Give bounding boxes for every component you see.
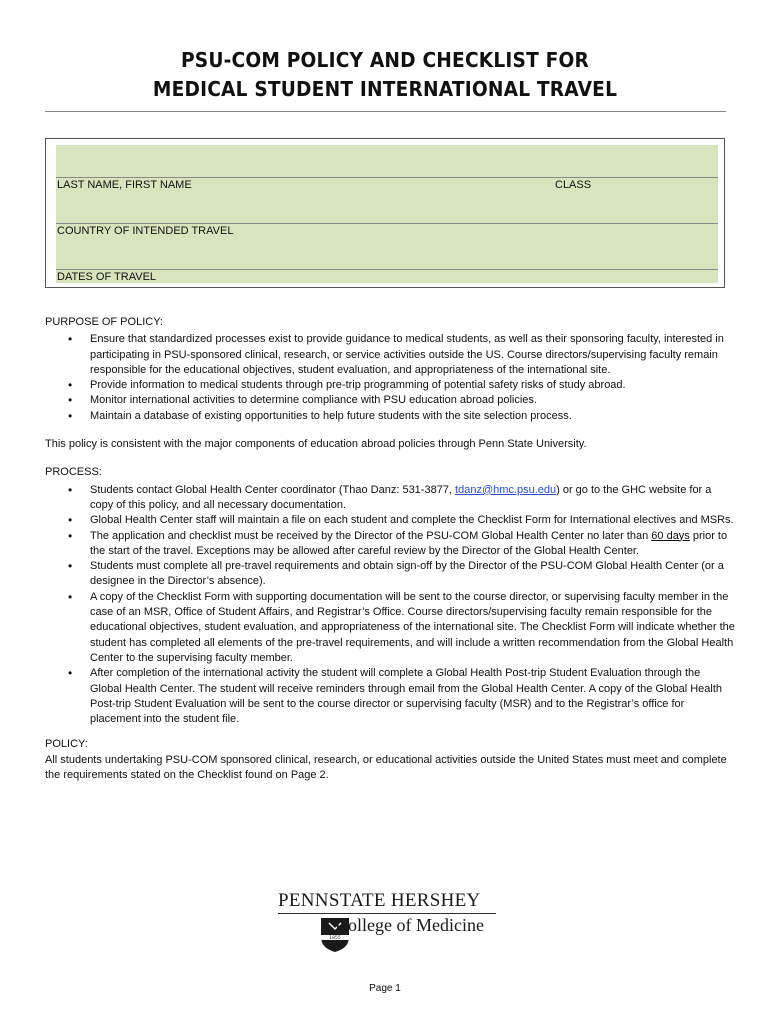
list-item: • Global Health Center staff will maintain a file on each student and complete the Checklist Form for International electives and MSRs. (45, 513, 735, 528)
penn-state-hershey-logo (278, 890, 508, 955)
process-heading: PROCESS: (45, 466, 102, 479)
purpose-heading: PURPOSE OF POLICY: (45, 316, 163, 328)
list-item: • After completion of the international activity the student will complete a Global Health Post-trip Student Evaluation through the Global Health Center. The student will receive reminders through email from the Global Health Center. A copy of the Global Health Post-trip Student Evaluation will be sent to the course director or supervising faculty (MSR) and to the Registrar’s office for placement into the student file. (45, 666, 735, 727)
document-title-line-2: MEDICAL STUDENT INTERNATIONAL TRAVEL (152, 77, 618, 101)
policy-body (45, 315, 735, 783)
purpose-list (45, 332, 735, 424)
title-divider (45, 111, 726, 112)
logo-college-name: College of Medicine (336, 915, 484, 935)
student-info-form (45, 138, 725, 288)
form-fill-area (56, 145, 718, 283)
process-list (45, 483, 735, 728)
list-item: • Students contact Global Health Center coordinator (Thao Danz: 531-3877, tdanz@hmc.psu.edu) or go to the GHC website for a copy of this policy, and all necessary documentation. (45, 483, 735, 514)
policy-heading: POLICY: (45, 738, 88, 751)
list-item: • A copy of the Checklist Form with supporting documentation will be sent to the course director, or supervising faculty member in the case of an MSR, Office of Student Affairs, and Registrar’s Office. Course directors/supervising faculty remain responsible for the educational objectives, student evaluation, and appropriateness of the international site. The Checklist Form will indicate whether the student has completed all elements of the pre-travel requirements, and will include a written recommendation from the Global Health Center to the supervising faculty member. (45, 590, 735, 666)
class-field-label: CLASS (555, 179, 592, 191)
document-title-line-1: PSU-COM POLICY AND CHECKLIST FOR (180, 48, 590, 72)
policy-text: All students undertaking PSU-COM sponsored clinical, research, or educational activities outside the United States must meet and complete the requirements stated on the Checklist found on Page 2. (45, 753, 727, 782)
page-number: Page 1 (369, 983, 401, 994)
list-item: • Ensure that standardized processes exist to provide guidance to medical students, as well as their sponsoring faculty, interested in participating in PSU-sponsored clinical, research, or service activities outside the US. Course directors/supervising faculty remain responsible for the educational objectives, student evaluation, and appropriateness of the international site. (45, 332, 735, 378)
name-field-label: LAST NAME, FIRST NAME (57, 179, 192, 191)
list-item: • Maintain a database of existing opportunities to help future students with the site selection process. (45, 409, 735, 424)
logo-wordmark: PENNSTATE HERSHEY (278, 890, 481, 911)
form-line-dates (56, 269, 718, 270)
country-field-label: COUNTRY OF INTENDED TRAVEL (57, 225, 234, 237)
list-item: • Monitor international activities to determine compliance with PSU education abroad policies. (45, 393, 735, 408)
deadline-days: 60 days (651, 529, 690, 542)
list-item: • Students must complete all pre-travel requirements and obtain sign-off by the Director of the PSU-COM Global Health Center (or a designee in the Director’s absence). (45, 559, 735, 590)
dates-field-label: DATES OF TRAVEL (57, 271, 157, 283)
form-line-country (56, 223, 718, 224)
list-item: • Provide information to medical students through pre-trip programming of potential safety risks of study abroad. (45, 378, 735, 393)
form-line-name (56, 177, 718, 178)
logo-divider (278, 913, 496, 914)
coordinator-email-link[interactable]: tdanz@hmc.psu.edu (455, 483, 557, 496)
shield-year: 1855 (329, 936, 341, 941)
consistency-statement: This policy is consistent with the major components of education abroad policies through Penn State University. (45, 438, 587, 451)
list-item: • The application and checklist must be received by the Director of the PSU-COM Global Health Center no later than 60 days prior to the start of the travel. Exceptions may be allowed after careful review by the Director of the Global Health Center. (45, 529, 735, 560)
